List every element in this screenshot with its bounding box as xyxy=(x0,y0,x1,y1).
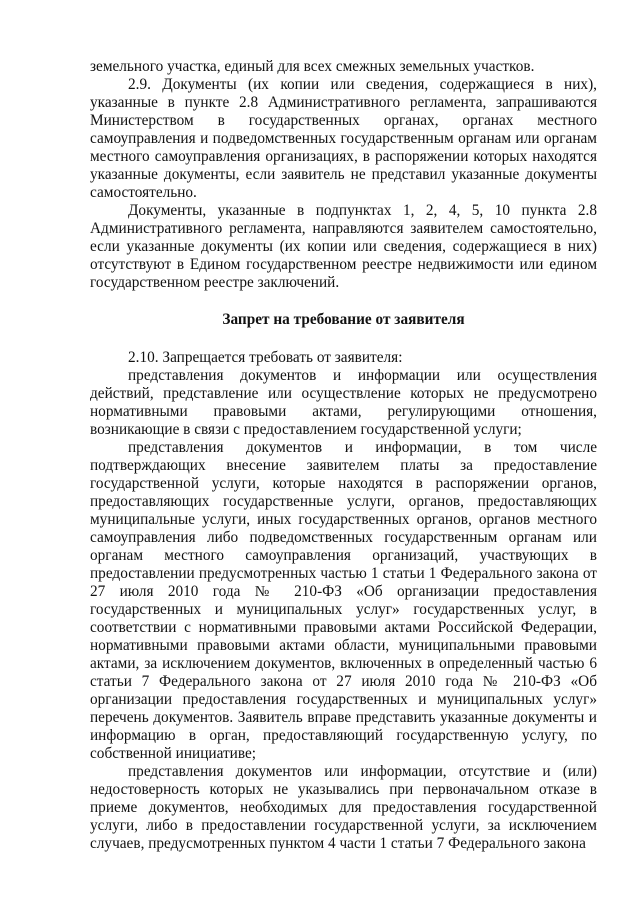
paragraph-continuation: земельного участка, единый для всех смежных земельных участков. xyxy=(90,58,535,75)
paragraph-2-9: 2.9. Документы (их копии или сведения, содержащиеся в них), указанные в пункте 2.8 Административного регламента, запрашиваются Министерством в государственных органах, органах местного самоуправления и подведомственных государственным органам или органам местного самоуправления организациях, в распоряжении которых находятся указанные документы, если заявитель не представил указанные документы самостоятельно. xyxy=(90,76,597,201)
paragraph-prohibition-2: представления документов и информации, в том числе подтверждающих внесение заявителем платы за предоставление государственной услуги, которые находятся в распоряжении органов, предоставляющих государственные услуги, органов, предоставляющих муниципальные услуги, иных государственных органов, органов местного самоуправления либо подведомственных государственным органам или органам местного самоуправления организаций, участвующих в предоставлении предусмотренных частью 1 статьи 1 Федерального закона от 27 июля 2010 года № 210-ФЗ «Об организации предоставления государственных и муниципальных услуг» государственных услуг, в соответствии с нормативными правовыми актами Российской Федерации, нормативными правовыми актами области, муниципальными правовыми актами, за исключением документов, включенных в определенный частью 6 статьи 7 Федерального закона от 27 июля 2010 года № 210-ФЗ «Об организации предоставления государственных и муниципальных услуг» перечень документов. Заявитель вправе представить указанные документы и информацию в орган, предоставляющий государственную услугу, по собственной инициативе; xyxy=(90,439,597,762)
paragraph-documents-subclauses: Документы, указанные в подпунктах 1, 2, 4, 5, 10 пункта 2.8 Административного регламента, направляются заявителем самостоятельно, если указанные документы (их копии или сведения, содержащиеся в них) отсутствуют в Едином государственном реестре недвижимости или едином государственном реестре заключений. xyxy=(90,202,597,291)
paragraph-2-10: 2.10. Запрещается требовать от заявителя: xyxy=(128,349,403,366)
section-heading: Запрет на требование от заявителя xyxy=(222,311,465,328)
paragraph-prohibition-3: представления документов или информации, отсутствие и (или) недостоверность которых не указывались при первоначальном отказе в приеме документов, необходимых для предоставления государственной услуги, либо в предоставлении государственной услуги, за исключением случаев, предусмотренных пунктом 4 части 1 статьи 7 Федерального закона xyxy=(90,763,597,852)
paragraph-prohibition-1: представления документов и информации или осуществления действий, представление или осуществление которых не предусмотрено нормативными правовыми актами, регулирующими отношения, возникающие в связи с предоставлением государственной услуги; xyxy=(90,367,597,438)
document-page xyxy=(90,58,597,853)
